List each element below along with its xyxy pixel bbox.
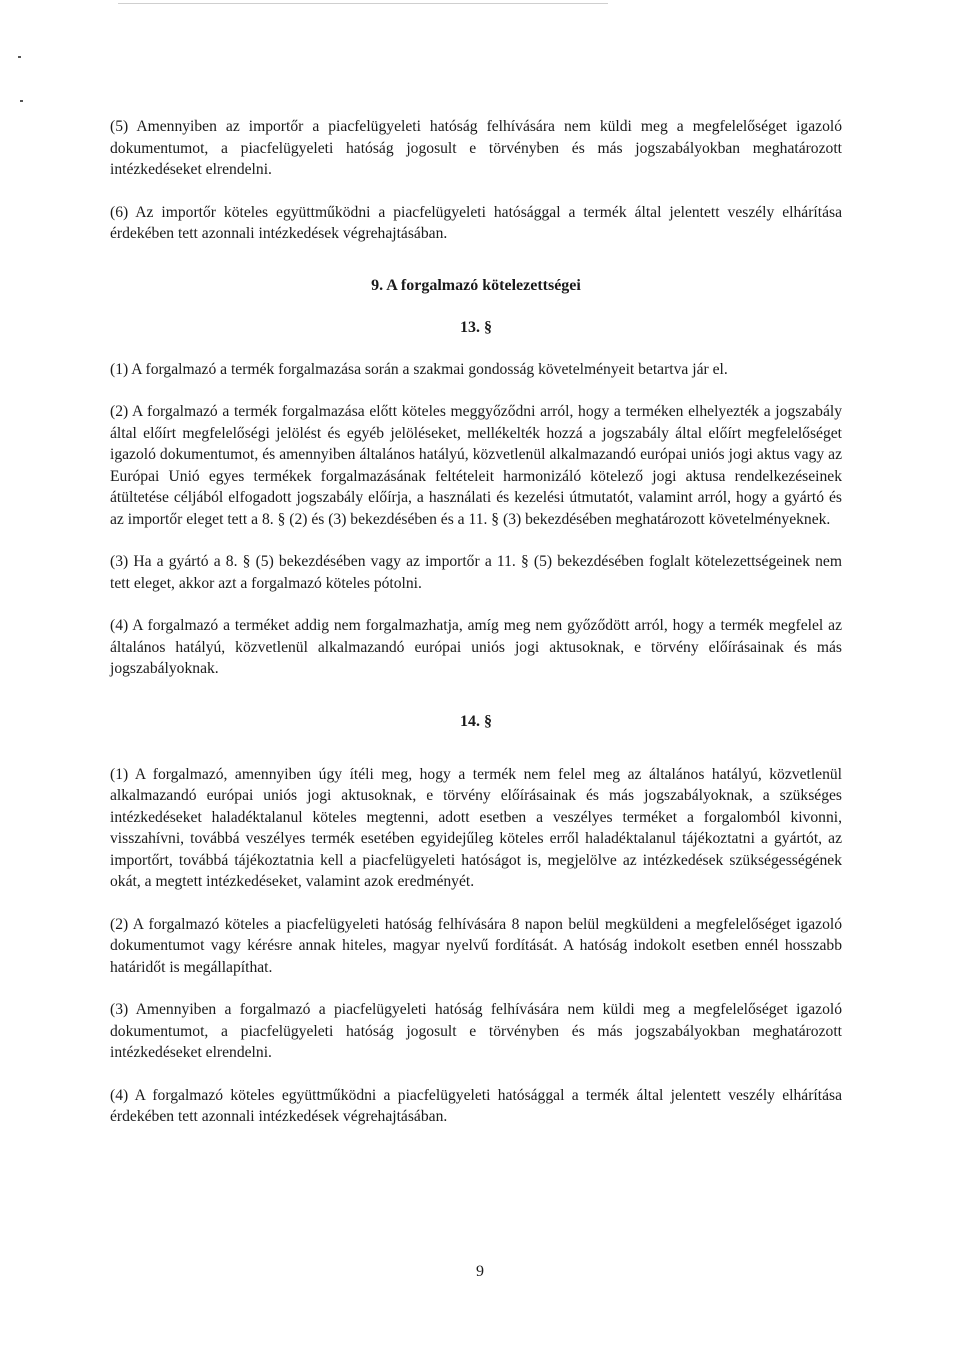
paragraph-6: (6) Az importőr köteles együttműködni a piacfelügyeleti hatósággal a termék által jelentett veszély elhárítása érdekében tett azonnali intézkedések végrehajtásában. xyxy=(110,203,842,242)
section-14-paragraph-4: (4) A forgalmazó köteles együttműködni a piacfelügyeleti hatósággal a termék által jelentett veszély elhárítása érdekében tett azonnali intézkedések végrehajtásában. xyxy=(110,1086,842,1125)
scan-speck xyxy=(18,56,21,58)
section-13-paragraph-4: (4) A forgalmazó a terméket addig nem forgalmazhatja, amíg meg nem győződött arról, hogy a termék megfelel az általános hatályú, közvetlenül alkalmazandó európai uniós jogi aktusoknak, e törvény előírásainak és más jogszabályoknak. xyxy=(110,617,842,677)
paragraph-5: (5) Amennyiben az importőr a piacfelügyeleti hatóság felhívására nem küldi meg a megfelelőséget igazoló dokumentumot, a piacfelügyeleti hatóság jogosult e törvényben és más jogszabályokban meghatározott intézkedéseket elrendelni. xyxy=(110,118,842,178)
section-14-paragraph-2: (2) A forgalmazó köteles a piacfelügyeleti hatóság felhívására 8 napon belül megküldeni a megfelelőséget igazoló dokumentumot vagy kérésre annak hiteles, magyar nyelvű fordítását. A hatóság indokolt esetben ennél hosszabb határidőt is megállapíthat. xyxy=(110,915,842,976)
section-13-paragraph-3: (3) Ha a gyártó a 8. § (5) bekezdésében vagy az importőr a 11. § (5) bekezdésében foglalt kötelezettségeinek nem tett eleget, akkor azt a forgalmazó köteles pótolni. xyxy=(110,553,842,592)
section-14-paragraph-3: (3) Amennyiben a forgalmazó a piacfelügyeleti hatóság felhívására nem küldi meg a megfelelőséget igazoló dokumentumot, a piacfelügyeleti hatóság jogosult e törvényben és más jogszabályokban meghatározott intézkedéseket elrendelni. xyxy=(110,1001,842,1061)
scan-top-border xyxy=(118,3,608,4)
section-14-paragraph-1: (1) A forgalmazó, amennyiben úgy ítéli meg, hogy a termék nem felel meg az általános hatályú, közvetlenül alkalmazandó európai uniós jogi aktusoknak, e törvény előírásainak és más jogszabályoknak, a szükséges intézkedéseket haladéktalanul köteles megtenni, adott esetben a veszélyes terméket a forgalomból kivonni, visszahívni, továbbá veszélyes termék esetében egyidejűleg köteles erről haladéktalanul tájékoztatni a gyártót, az importőrt, továbbá tájékoztatnia kell a piacfelügyeleti hatóságot is, megjelölve az intézkedések szükségességének okát, a megtett intézkedéseket, valamint azok eredményét. xyxy=(110,765,842,890)
document-body xyxy=(110,116,842,1149)
section-14-heading: 14. § xyxy=(460,712,492,730)
chapter-heading: 9. A forgalmazó kötelezettségei xyxy=(371,276,581,294)
section-13-paragraph-1: (1) A forgalmazó a termék forgalmazása során a szakmai gondosság követelményeit betartva jár el. xyxy=(110,360,728,378)
scan-speck xyxy=(20,100,23,102)
section-13-paragraph-2: (2) A forgalmazó a termék forgalmazása előtt köteles meggyőződni arról, hogy a terméken elhelyezték a jogszabály által előírt megfelelőségi jelölést és egyéb jelöléseket, mellékelték hozzá a jogszabály által előírt megfelelőséget igazoló dokumentumot, és amennyiben általános hatályú, közvetlenül alkalmazandó európai uniós jogi aktus vagy az Európai Unió egyes termékek forgalmazásának feltételeit harmonizáló kötelező jogi aktusa rendelkezéseinek átültetése céljából elfogadott jogszabály előírja, a használati és kezelési útmutatót, valamint arról, hogy a gyártó és az importőr eleget tett a 8. § (2) és (3) bekezdésében és a 11. § (3) bekezdésében meghatározott követelményeknek. xyxy=(110,403,842,528)
page-number: 9 xyxy=(476,1263,484,1280)
section-13-heading: 13. § xyxy=(460,318,492,336)
